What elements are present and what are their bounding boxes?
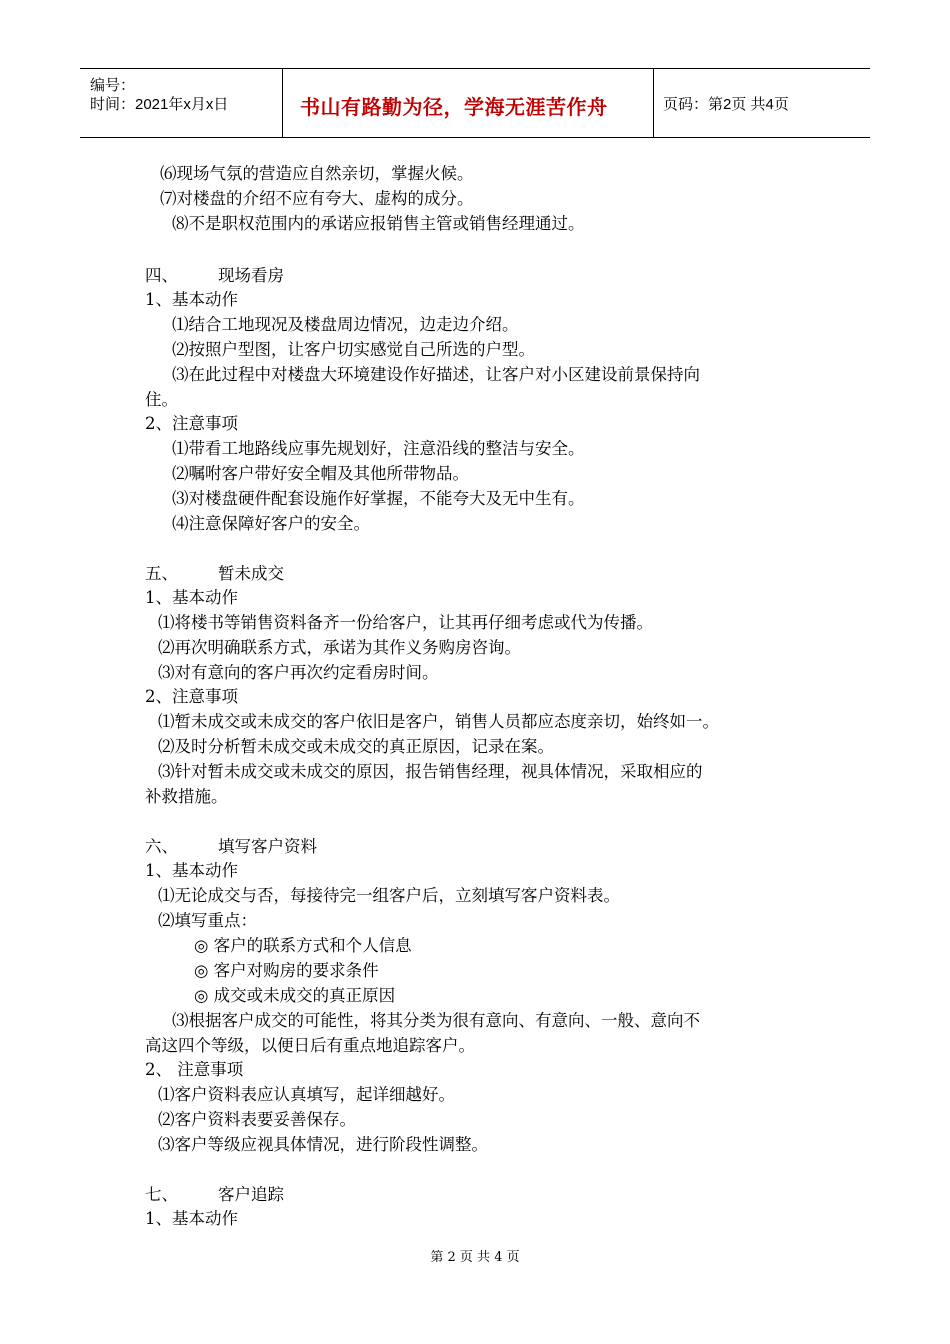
motto-text: 书山有路勤为径，学海无涯苦作舟 [300,95,608,119]
s4-note-2: ⑵嘱咐客户带好安全帽及其他所带物品。 [172,464,469,483]
section-number: 六、 [145,837,178,856]
s4-notes-heading: 2、注意事项 [145,414,238,433]
section-number: 七、 [145,1185,178,1204]
s4-basic-item-3-cont: 住。 [145,390,178,409]
s4-basic-item-1: ⑴结合工地现况及楼盘周边情况，边走边介绍。 [172,315,519,334]
s5-note-3: ⑶针对暂未成交或未成交的原因，报告销售经理，视具体情况，采取相应的 [158,762,703,781]
page-footer: 第 2 页 共 4 页 [430,1250,520,1265]
section-heading-7 [145,1181,284,1205]
s5-basic-item-3: ⑶对有意向的客户再次约定看房时间。 [158,663,439,682]
section-heading-4 [145,262,284,286]
s4-basic-heading: 1、基本动作 [145,290,238,309]
s6-note-1: ⑴客户资料表应认真填写，起详细越好。 [158,1085,455,1104]
header-info-cell [80,69,283,137]
s3-item-6: ⑹现场气氛的营造应自然亲切，掌握火候。 [160,164,474,183]
page-code: 页码：第2页 共4页 [663,96,789,113]
s4-basic-item-3: ⑶在此过程中对楼盘大环境建设作好描述，让客户对小区建设前景保持向 [172,365,700,384]
section-title: 填写客户资料 [218,837,317,856]
s6-item-3-cont: 高这四个等级，以便日后有重点地追踪客户。 [145,1036,475,1055]
section-title: 现场看房 [218,266,284,285]
number-label: 编号： [90,77,136,94]
section-title: 客户追踪 [218,1185,284,1204]
s5-note-1: ⑴暂未成交或未成交的客户依旧是客户，销售人员都应态度亲切，始终如一。 [158,712,719,731]
section-number: 五、 [145,564,178,583]
s6-basic-item-2: ⑵填写重点： [158,911,257,930]
s4-note-3: ⑶对楼盘硬件配套设施作好掌握，不能夸大及无中生有。 [172,489,585,508]
s6-basic-heading: 1、基本动作 [145,861,238,880]
time-label: 时间：2021年x月x日 [90,96,229,113]
s6-item-3: ⑶根据客户成交的可能性，将其分类为很有意向、有意向、一般、意向不 [172,1011,700,1030]
s6-bullet-3: ◎ 成交或未成交的真正原因 [194,986,396,1005]
s3-item-7: ⑺对楼盘的介绍不应有夸大、虚构的成分。 [160,189,474,208]
section-title: 暂未成交 [218,564,284,583]
s3-item-8: ⑻不是职权范围内的承诺应报销售主管或销售经理通过。 [172,214,585,233]
page-header [80,68,870,138]
s7-basic-heading: 1、基本动作 [145,1209,238,1228]
s5-basic-heading: 1、基本动作 [145,588,238,607]
s6-bullet-1: ◎ 客户的联系方式和个人信息 [194,936,412,955]
section-number: 四、 [145,266,178,285]
s5-note-3-cont: 补救措施。 [145,787,228,806]
s6-note-2: ⑵客户资料表要妥善保存。 [158,1110,356,1129]
section-heading-5 [145,560,284,584]
s6-bullet-2: ◎ 客户对购房的要求条件 [194,961,379,980]
s5-basic-item-2: ⑵再次明确联系方式，承诺为其作义务购房咨询。 [158,638,521,657]
header-motto-cell [283,69,654,137]
s6-basic-item-1: ⑴无论成交与否，每接待完一组客户后，立刻填写客户资料表。 [158,886,620,905]
s4-basic-item-2: ⑵按照户型图，让客户切实感觉自己所选的户型。 [172,340,535,359]
section-heading-6 [145,833,317,857]
s6-note-3: ⑶客户等级应视具体情况，进行阶段性调整。 [158,1135,488,1154]
s5-notes-heading: 2、注意事项 [145,687,238,706]
s4-note-1: ⑴带看工地路线应事先规划好，注意沿线的整洁与安全。 [172,439,585,458]
s5-basic-item-1: ⑴将楼书等销售资料备齐一份给客户，让其再仔细考虑或代为传播。 [158,613,653,632]
s4-note-4: ⑷注意保障好客户的安全。 [172,514,370,533]
s5-note-2: ⑵及时分析暂未成交或未成交的真正原因，记录在案。 [158,737,554,756]
s6-notes-heading: 2、 注意事项 [145,1060,244,1079]
